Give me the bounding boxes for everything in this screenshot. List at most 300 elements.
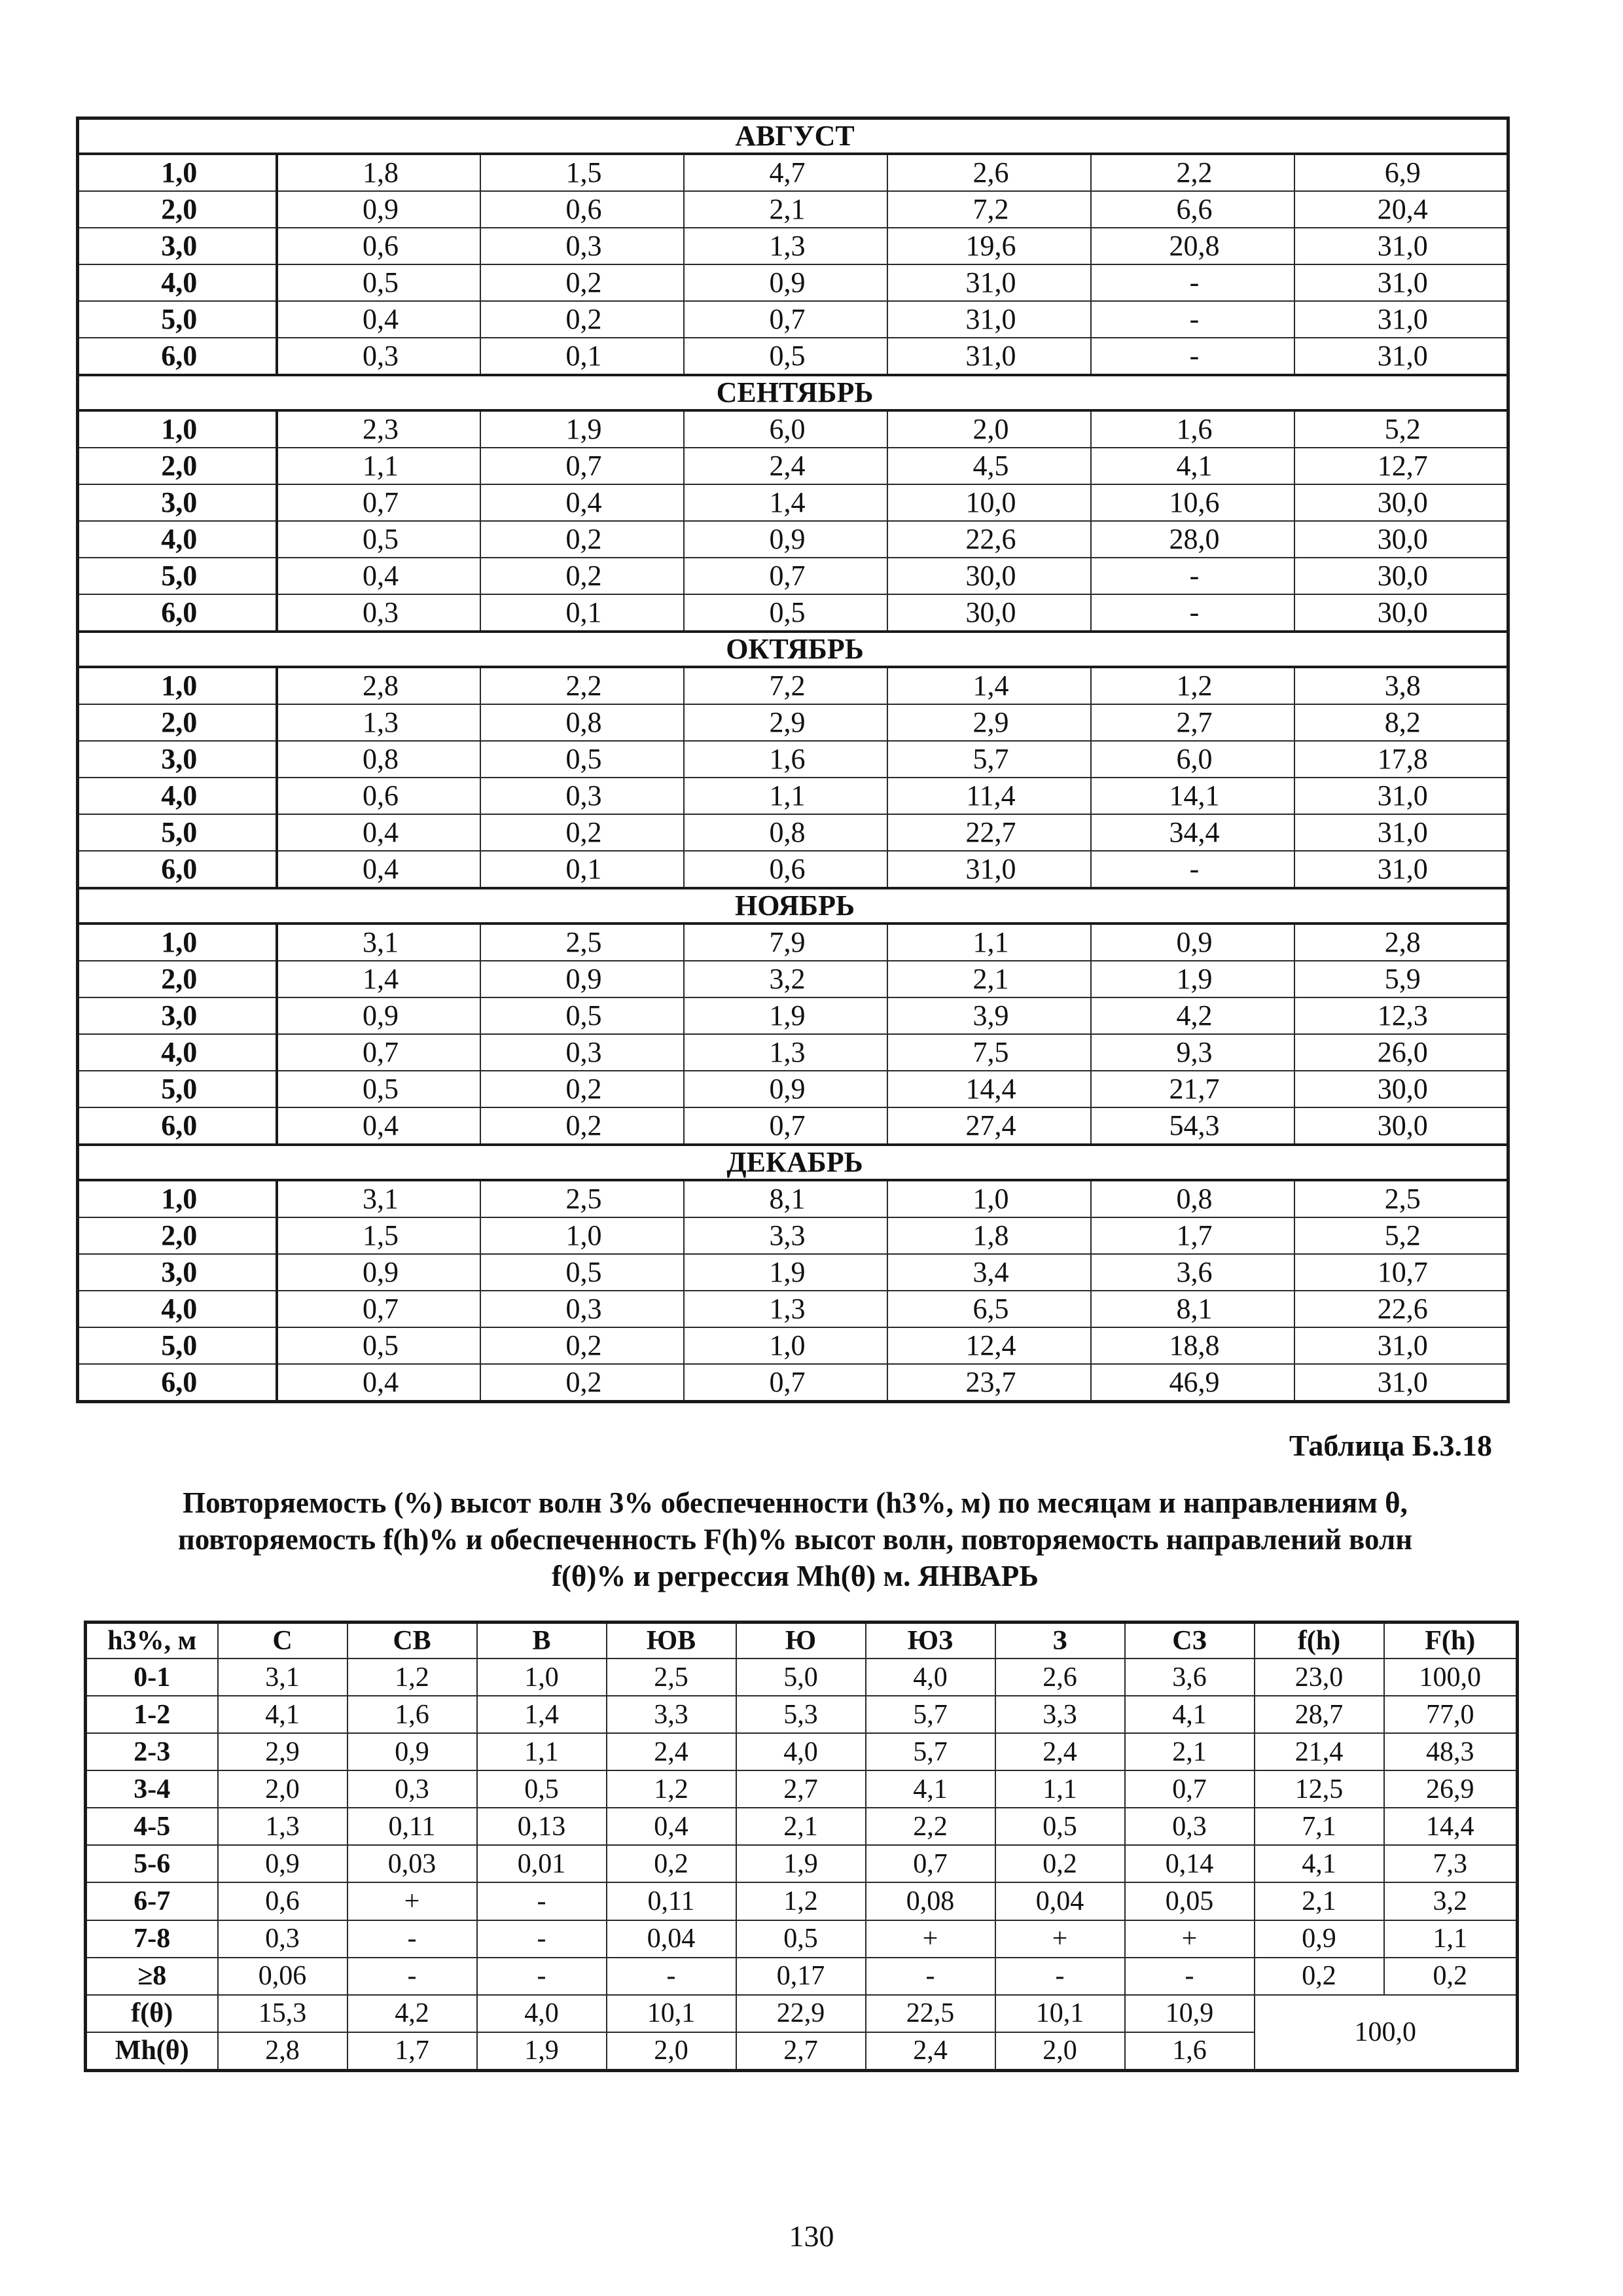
table-cell: 0,6: [218, 1882, 348, 1920]
table-cell: 1,0: [78, 410, 277, 448]
table-cell: 5,7: [866, 1696, 995, 1733]
table-cell: 3,0: [78, 997, 277, 1034]
table-cell: 0,5: [684, 594, 887, 632]
table-cell: 20,8: [1091, 228, 1294, 264]
table-cell: 8,1: [684, 1180, 887, 1217]
table-cell: 5,0: [78, 301, 277, 338]
table-cell: -: [348, 1920, 477, 1958]
table-cell: 1,1: [684, 778, 887, 814]
table-cell: 10,7: [1294, 1254, 1508, 1291]
table-row: [78, 1034, 1508, 1071]
table-cell: 2,8: [218, 2032, 348, 2071]
table-cell: 0,9: [218, 1845, 348, 1882]
table-cell: 4,0: [78, 1291, 277, 1327]
table-cell: 4,0: [78, 1034, 277, 1071]
table-cell: 0,7: [1125, 1770, 1255, 1808]
table-cell: 4,0: [477, 1995, 607, 2032]
table-cell: 0,9: [277, 191, 480, 228]
table-row: [78, 997, 1508, 1034]
table-cell: 0,2: [480, 264, 684, 301]
table-cell: 14,1: [1091, 778, 1294, 814]
table-cell: 0,1: [480, 594, 684, 632]
table-cell: 5,0: [78, 1327, 277, 1364]
table-cell: 0,04: [607, 1920, 736, 1958]
table-cell: 0,3: [480, 778, 684, 814]
table-cell: 5,2: [1294, 1217, 1508, 1254]
table-cell: 0,2: [995, 1845, 1125, 1882]
table-cell: 0,8: [277, 741, 480, 778]
table-cell: 30,0: [1294, 1071, 1508, 1107]
table-cell: 0,01: [477, 1845, 607, 1882]
table-cell: 0,7: [480, 448, 684, 484]
table-cell: 0,5: [995, 1808, 1125, 1845]
table-cell: 3,6: [1125, 1659, 1255, 1696]
table-cell: 4,2: [1091, 997, 1294, 1034]
table-cell: 48,3: [1384, 1733, 1518, 1770]
table-cell: 4,2: [348, 1995, 477, 2032]
table-cell: 22,5: [866, 1995, 995, 2032]
table-cell: 21,4: [1255, 1733, 1384, 1770]
table-row: [78, 1327, 1508, 1364]
table-cell: 1,6: [1091, 410, 1294, 448]
table-cell: 0,11: [348, 1808, 477, 1845]
table-cell: 0,9: [684, 521, 887, 558]
table-cell: 6,5: [887, 1291, 1091, 1327]
table-cell: 0,2: [480, 814, 684, 851]
table-cell: 2,0: [995, 2032, 1125, 2071]
table-cell: 1,6: [348, 1696, 477, 1733]
table-row: [78, 1254, 1508, 1291]
table-cell: 20,4: [1294, 191, 1508, 228]
table-cell: 1,9: [684, 1254, 887, 1291]
table-cell: 23,0: [1255, 1659, 1384, 1696]
table-cell: 30,0: [1294, 521, 1508, 558]
table-cell: 0,8: [1091, 1180, 1294, 1217]
table-cell: 4-5: [86, 1808, 218, 1845]
table-cell: 1,0: [887, 1180, 1091, 1217]
table-cell: 1,8: [277, 154, 480, 191]
table-cell: 4,7: [684, 154, 887, 191]
table-cell: 1-2: [86, 1696, 218, 1733]
table-cell: f(θ): [86, 1995, 218, 2032]
table-cell: 31,0: [1294, 1364, 1508, 1402]
table-cell: 0,05: [1125, 1882, 1255, 1920]
table-row: [86, 1733, 1518, 1770]
table-row: [78, 1291, 1508, 1327]
table-row: [78, 924, 1508, 961]
table-cell: 0,17: [736, 1958, 866, 1995]
table-cell: 8,2: [1294, 704, 1508, 741]
table-cell: 5,7: [866, 1733, 995, 1770]
table-cell: 0,03: [348, 1845, 477, 1882]
month-name: СЕНТЯБРЬ: [78, 375, 1508, 410]
month-name: ОКТЯБРЬ: [78, 632, 1508, 667]
table-cell: 4,5: [887, 448, 1091, 484]
table-cell: 3,2: [1384, 1882, 1518, 1920]
table-cell: 1,5: [277, 1217, 480, 1254]
table-cell: 0,5: [477, 1770, 607, 1808]
table-cell: 1,4: [684, 484, 887, 521]
table-row: [78, 851, 1508, 888]
table-cell: 2,7: [736, 1770, 866, 1808]
table-cell: 1,3: [684, 228, 887, 264]
table-cell: 2,3: [277, 410, 480, 448]
column-header: В: [477, 1623, 607, 1659]
table-cell: 0,3: [480, 228, 684, 264]
table-cell: 1,2: [348, 1659, 477, 1696]
table-cell: 6-7: [86, 1882, 218, 1920]
table-cell: 3-4: [86, 1770, 218, 1808]
table-cell: 4,0: [736, 1733, 866, 1770]
table-cell: 0,3: [277, 338, 480, 375]
table-cell: 2,7: [736, 2032, 866, 2071]
table-cell: 0,5: [277, 1071, 480, 1107]
table-cell: 0,5: [277, 1327, 480, 1364]
f-theta-row: [86, 1995, 1518, 2032]
monthly-wave-table: [76, 117, 1510, 1403]
january-wave-table: [84, 1621, 1519, 2072]
table-cell: 0,2: [480, 1107, 684, 1145]
table-cell: 2,0: [78, 704, 277, 741]
table-cell: 1,0: [480, 1217, 684, 1254]
table-cell: -: [477, 1882, 607, 1920]
table-cell: 1,0: [78, 924, 277, 961]
table-cell: 30,0: [1294, 558, 1508, 594]
table-cell: 6,9: [1294, 154, 1508, 191]
table-cell: 10,6: [1091, 484, 1294, 521]
table-title-line: повторяемость f(h)% и обеспеченность F(h)% высот волн, повторяемость направлений волн: [177, 1523, 1413, 1556]
table-cell: 5-6: [86, 1845, 218, 1882]
table-cell: 28,7: [1255, 1696, 1384, 1733]
table-cell: 0,9: [480, 961, 684, 997]
table-cell: 12,3: [1294, 997, 1508, 1034]
table-cell: 27,4: [887, 1107, 1091, 1145]
table-header-row: [86, 1623, 1518, 1659]
table-row: [86, 1958, 1518, 1995]
table-cell: 2,0: [887, 410, 1091, 448]
table-row: [78, 704, 1508, 741]
table-row: [86, 1882, 1518, 1920]
table-cell: 2,0: [78, 1217, 277, 1254]
table-cell: 17,8: [1294, 741, 1508, 778]
table-cell: -: [1091, 851, 1294, 888]
table-row: [78, 301, 1508, 338]
table-row: [78, 1107, 1508, 1145]
table-cell: 1,4: [477, 1696, 607, 1733]
table-title-line: Повторяемость (%) высот волн 3% обеспеченности (h3%, м) по месяцам и направлениям θ,: [183, 1486, 1408, 1519]
table-cell: 31,0: [1294, 301, 1508, 338]
table-cell: 0,5: [736, 1920, 866, 1958]
table-cell: 0,6: [277, 228, 480, 264]
table-cell: 1,9: [684, 997, 887, 1034]
table-cell: 31,0: [887, 851, 1091, 888]
table-cell: 2,9: [218, 1733, 348, 1770]
table-cell: 1,9: [480, 410, 684, 448]
table-cell: 4,0: [78, 521, 277, 558]
table-cell: 0,2: [480, 1071, 684, 1107]
table-cell: 14,4: [887, 1071, 1091, 1107]
table-cell: -: [866, 1958, 995, 1995]
table-cell: 2,4: [684, 448, 887, 484]
table-cell: 2,1: [887, 961, 1091, 997]
table-cell: 30,0: [887, 594, 1091, 632]
month-header-row: [78, 1145, 1508, 1180]
table-cell: 3,3: [607, 1696, 736, 1733]
column-header: З: [995, 1623, 1125, 1659]
table-cell: 0,8: [480, 704, 684, 741]
table-cell: 10,0: [887, 484, 1091, 521]
table-row: [86, 1770, 1518, 1808]
column-header: СЗ: [1125, 1623, 1255, 1659]
table-cell: 2,9: [887, 704, 1091, 741]
table-cell: 4,1: [866, 1770, 995, 1808]
table-row: [86, 1659, 1518, 1696]
table-cell: 1,9: [1091, 961, 1294, 997]
table-cell: 3,0: [78, 228, 277, 264]
table-cell: 2,2: [866, 1808, 995, 1845]
table-cell: 0,7: [684, 558, 887, 594]
table-cell: 46,9: [1091, 1364, 1294, 1402]
table-row: [86, 1696, 1518, 1733]
table-cell: +: [1125, 1920, 1255, 1958]
column-header: С: [218, 1623, 348, 1659]
table-cell: 0,4: [607, 1808, 736, 1845]
table-cell: 0,9: [1091, 924, 1294, 961]
table-cell: 54,3: [1091, 1107, 1294, 1145]
table-cell: 2,4: [995, 1733, 1125, 1770]
table-cell: 1,3: [684, 1291, 887, 1327]
table-cell: 26,9: [1384, 1770, 1518, 1808]
table-cell: 22,6: [887, 521, 1091, 558]
table-cell: 1,0: [684, 1327, 887, 1364]
table-cell: 28,0: [1091, 521, 1294, 558]
table-cell: 1,5: [480, 154, 684, 191]
table-cell: 0,9: [684, 264, 887, 301]
table-cell: 1,2: [1091, 667, 1294, 704]
table-row: [78, 1364, 1508, 1402]
table-row: [78, 961, 1508, 997]
table-cell: 2,6: [887, 154, 1091, 191]
table-cell: 3,2: [684, 961, 887, 997]
table-cell: 0,6: [277, 778, 480, 814]
table-cell: 1,2: [607, 1770, 736, 1808]
table-cell: 0,04: [995, 1882, 1125, 1920]
table-cell: 0,7: [277, 1034, 480, 1071]
table-row: [78, 1071, 1508, 1107]
table-cell: 12,7: [1294, 448, 1508, 484]
table-cell: 10,9: [1125, 1995, 1255, 2032]
table-cell: 8,1: [1091, 1291, 1294, 1327]
table-cell: 3,0: [78, 484, 277, 521]
table-cell: 21,7: [1091, 1071, 1294, 1107]
table-cell: 7,2: [887, 191, 1091, 228]
table-cell: 0,3: [348, 1770, 477, 1808]
table-cell: 5,0: [78, 814, 277, 851]
table-cell: 1,0: [477, 1659, 607, 1696]
table-cell: 6,0: [1091, 741, 1294, 778]
table-cell: 0-1: [86, 1659, 218, 1696]
month-name: НОЯБРЬ: [78, 888, 1508, 924]
table-cell: 0,2: [480, 301, 684, 338]
table-row: [86, 1920, 1518, 1958]
table-row: [78, 594, 1508, 632]
table-cell: 0,5: [277, 521, 480, 558]
table-cell: -: [1091, 338, 1294, 375]
table-row: [78, 264, 1508, 301]
table-cell: 0,3: [218, 1920, 348, 1958]
table-cell: 31,0: [887, 338, 1091, 375]
table-cell: 0,3: [480, 1034, 684, 1071]
table-cell: 22,9: [736, 1995, 866, 2032]
column-header: Ю: [736, 1623, 866, 1659]
table-cell: 18,8: [1091, 1327, 1294, 1364]
table-cell: +: [995, 1920, 1125, 1958]
column-header: F(h): [1384, 1623, 1518, 1659]
table-cell: 3,0: [78, 1254, 277, 1291]
table-cell: 4,1: [1125, 1696, 1255, 1733]
table-cell: 0,5: [480, 997, 684, 1034]
table-cell: 30,0: [887, 558, 1091, 594]
table-cell: 10,1: [607, 1995, 736, 2032]
table-row: [78, 154, 1508, 191]
table-cell: 0,14: [1125, 1845, 1255, 1882]
table-cell: 0,9: [348, 1733, 477, 1770]
table-cell: 3,8: [1294, 667, 1508, 704]
table-cell: 0,6: [684, 851, 887, 888]
table-row: [78, 410, 1508, 448]
table-cell: 0,5: [480, 741, 684, 778]
table-cell: 100,0: [1384, 1659, 1518, 1696]
table-cell: 0,7: [277, 484, 480, 521]
table-cell: 1,0: [78, 667, 277, 704]
table-cell: 0,4: [480, 484, 684, 521]
table-cell: 2,0: [218, 1770, 348, 1808]
table-cell: 77,0: [1384, 1696, 1518, 1733]
table-cell: 0,7: [684, 301, 887, 338]
table-cell: 2-3: [86, 1733, 218, 1770]
month-name: ДЕКАБРЬ: [78, 1145, 1508, 1180]
month-header-row: [78, 118, 1508, 154]
table-cell: 2,2: [480, 667, 684, 704]
table-cell: 0,7: [277, 1291, 480, 1327]
table-cell: 0,4: [277, 1107, 480, 1145]
table-cell: 0,3: [277, 594, 480, 632]
table-cell: 0,2: [1255, 1958, 1384, 1995]
month-header-row: [78, 375, 1508, 410]
table-cell: 0,7: [684, 1364, 887, 1402]
table-cell: 1,6: [684, 741, 887, 778]
table-cell: 0,9: [684, 1071, 887, 1107]
table-row: [78, 228, 1508, 264]
table-cell: 0,4: [277, 814, 480, 851]
table-cell: 1,3: [684, 1034, 887, 1071]
table-cell: 2,9: [684, 704, 887, 741]
table-row: [78, 741, 1508, 778]
table-cell: 3,1: [277, 1180, 480, 1217]
table-cell: 0,8: [684, 814, 887, 851]
table-cell: 1,3: [218, 1808, 348, 1845]
table-cell: 2,5: [480, 1180, 684, 1217]
table-cell: 2,4: [607, 1733, 736, 1770]
table-title-line: f(θ)% и регрессия Mh(θ) м. ЯНВАРЬ: [551, 1560, 1039, 1592]
table-cell: 31,0: [1294, 338, 1508, 375]
table-cell: 0,4: [277, 558, 480, 594]
table-cell: 0,2: [607, 1845, 736, 1882]
table-cell: 30,0: [1294, 484, 1508, 521]
table-row: [78, 558, 1508, 594]
table-row: [78, 814, 1508, 851]
table-cell: 0,2: [1384, 1958, 1518, 1995]
table-cell: 12,5: [1255, 1770, 1384, 1808]
table-cell: 2,4: [866, 2032, 995, 2071]
table-cell: 31,0: [1294, 264, 1508, 301]
table-cell: 31,0: [1294, 814, 1508, 851]
table-cell: 7,1: [1255, 1808, 1384, 1845]
table-cell: -: [1091, 558, 1294, 594]
table-cell: 31,0: [887, 301, 1091, 338]
table-cell: 0,2: [480, 558, 684, 594]
table-cell: 31,0: [1294, 778, 1508, 814]
table-cell: 4,0: [866, 1659, 995, 1696]
table-cell: 10,1: [995, 1995, 1125, 2032]
table-cell: 5,2: [1294, 410, 1508, 448]
table-cell: 31,0: [887, 264, 1091, 301]
table-cell: 6,0: [684, 410, 887, 448]
table-cell: 1,1: [995, 1770, 1125, 1808]
page-number: 130: [789, 2219, 834, 2253]
table-cell: 6,0: [78, 1364, 277, 1402]
table-cell: 0,5: [277, 264, 480, 301]
table-cell: 2,1: [1125, 1733, 1255, 1770]
table-row: [78, 1217, 1508, 1254]
table-cell: 5,0: [736, 1659, 866, 1696]
table-cell: 3,4: [887, 1254, 1091, 1291]
table-cell: 30,0: [1294, 594, 1508, 632]
table-cell: 2,1: [1255, 1882, 1384, 1920]
table-cell: 3,1: [218, 1659, 348, 1696]
table-row: [86, 1808, 1518, 1845]
table-cell: 5,0: [78, 1071, 277, 1107]
table-cell: 0,13: [477, 1808, 607, 1845]
table-cell: 0,9: [1255, 1920, 1384, 1958]
table-cell: 6,6: [1091, 191, 1294, 228]
table-cell: 5,3: [736, 1696, 866, 1733]
table-cell: 1,1: [887, 924, 1091, 961]
table-cell: 0,11: [607, 1882, 736, 1920]
table-cell: 7,2: [684, 667, 887, 704]
table-cell: 3,1: [277, 924, 480, 961]
table-cell: -: [995, 1958, 1125, 1995]
month-name: АВГУСТ: [78, 118, 1508, 154]
table-cell: 1,1: [277, 448, 480, 484]
table-cell: 1,7: [348, 2032, 477, 2071]
table-cell: -: [607, 1958, 736, 1995]
table-cell: 0,7: [866, 1845, 995, 1882]
table-cell: +: [866, 1920, 995, 1958]
table-cell: -: [477, 1920, 607, 1958]
table-cell: 0,4: [277, 1364, 480, 1402]
table-cell: 0,4: [277, 851, 480, 888]
month-header-row: [78, 632, 1508, 667]
table-cell: 1,0: [78, 1180, 277, 1217]
table-cell: 19,6: [887, 228, 1091, 264]
column-header: f(h): [1255, 1623, 1384, 1659]
table-cell: 2,0: [78, 191, 277, 228]
table-cell: 1,1: [477, 1733, 607, 1770]
table-cell: 34,4: [1091, 814, 1294, 851]
table-cell: 1,9: [736, 1845, 866, 1882]
table-cell: -: [1091, 301, 1294, 338]
